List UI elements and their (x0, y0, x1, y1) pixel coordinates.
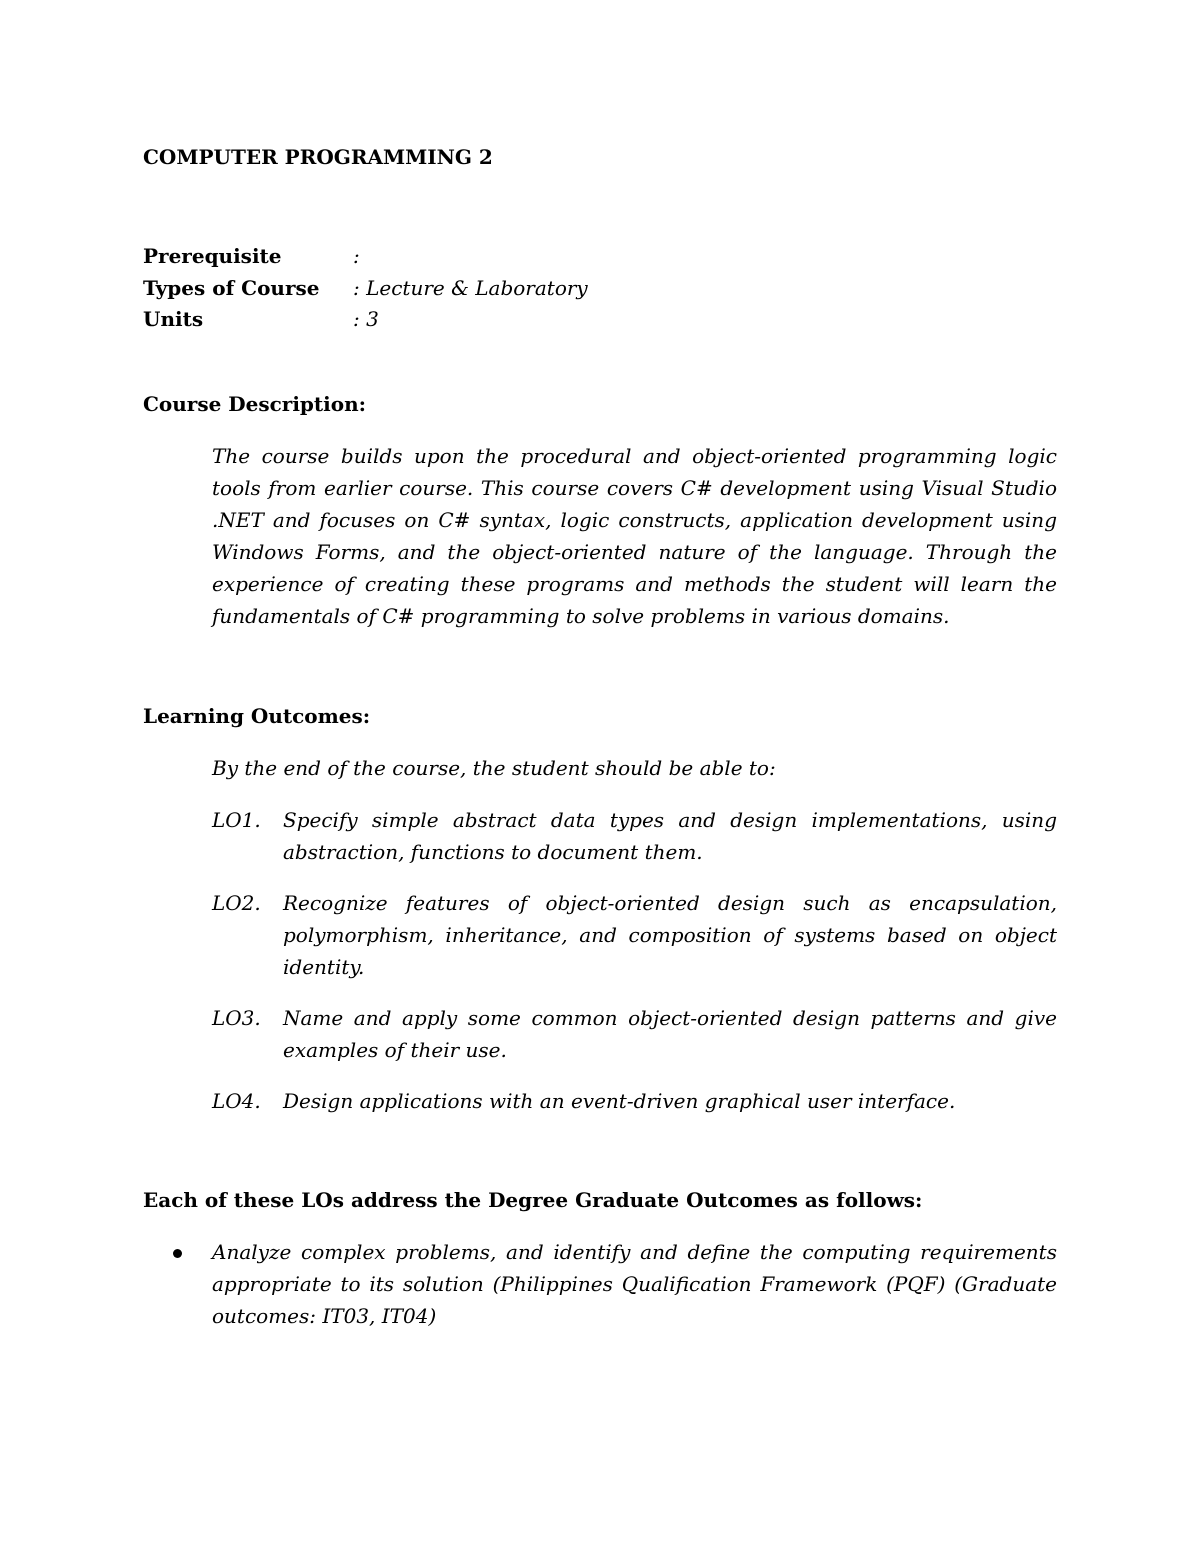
learning-outcome-item (212, 1002, 1057, 1066)
graduate-outcome-item (143, 1236, 1057, 1332)
course-description-text: The course builds upon the procedural and object-oriented programming logic tools from earlier course. This course covers C# development using Visual Studio .NET and focuses on C# syntax, logic constructs, application development using Windows Forms, and the object-oriented nature of the language. Through the experience of creating these programs and methods the student will learn the fundamentals of C# programming to solve problems in various domains. (212, 444, 1057, 628)
bullet-icon (173, 1249, 182, 1258)
learning-outcome-text: Design applications with an event-driven graphical user interface. (283, 1089, 956, 1113)
meta-label: Prerequisite (143, 244, 282, 268)
learning-outcome-text: Recognize features of object-oriented design such as encapsulation, polymorphism, inheritance, and composition of systems based on object identity. (283, 891, 1057, 979)
learning-outcome-text: Specify simple abstract data types and design implementations, using abstraction, functions to document them. (283, 808, 1057, 864)
graduate-outcome-text: Analyze complex problems, and identify and define the computing requirements appropriate to its solution (Philippines Qualification Framework (PQF) (Graduate outcomes: IT03, IT04) (212, 1240, 1057, 1328)
learning-outcome-text: Name and apply some common object-oriented design patterns and give examples of their use. (283, 1006, 1057, 1062)
meta-label: Types of Course (143, 276, 320, 300)
learning-outcome-code: LO3. (212, 1006, 261, 1030)
meta-value: : 3 (353, 307, 379, 331)
document-title: COMPUTER PROGRAMMING 2 (143, 145, 493, 169)
learning-outcome-item (212, 887, 1057, 983)
learning-outcome-item (212, 1085, 1057, 1117)
meta-value: : Lecture & Laboratory (353, 276, 588, 300)
meta-label: Units (143, 307, 204, 331)
learning-outcomes-intro: By the end of the course, the student should be able to: (212, 756, 776, 780)
graduate-outcomes-heading: Each of these LOs address the Degree Graduate Outcomes as follows: (143, 1188, 923, 1212)
learning-outcomes-heading: Learning Outcomes: (143, 704, 371, 728)
course-description-heading: Course Description: (143, 392, 367, 416)
learning-outcome-code: LO4. (212, 1089, 261, 1113)
meta-value: : (353, 244, 360, 268)
learning-outcome-code: LO1. (212, 808, 261, 832)
learning-outcome-code: LO2. (212, 891, 261, 915)
learning-outcome-item (212, 804, 1057, 868)
